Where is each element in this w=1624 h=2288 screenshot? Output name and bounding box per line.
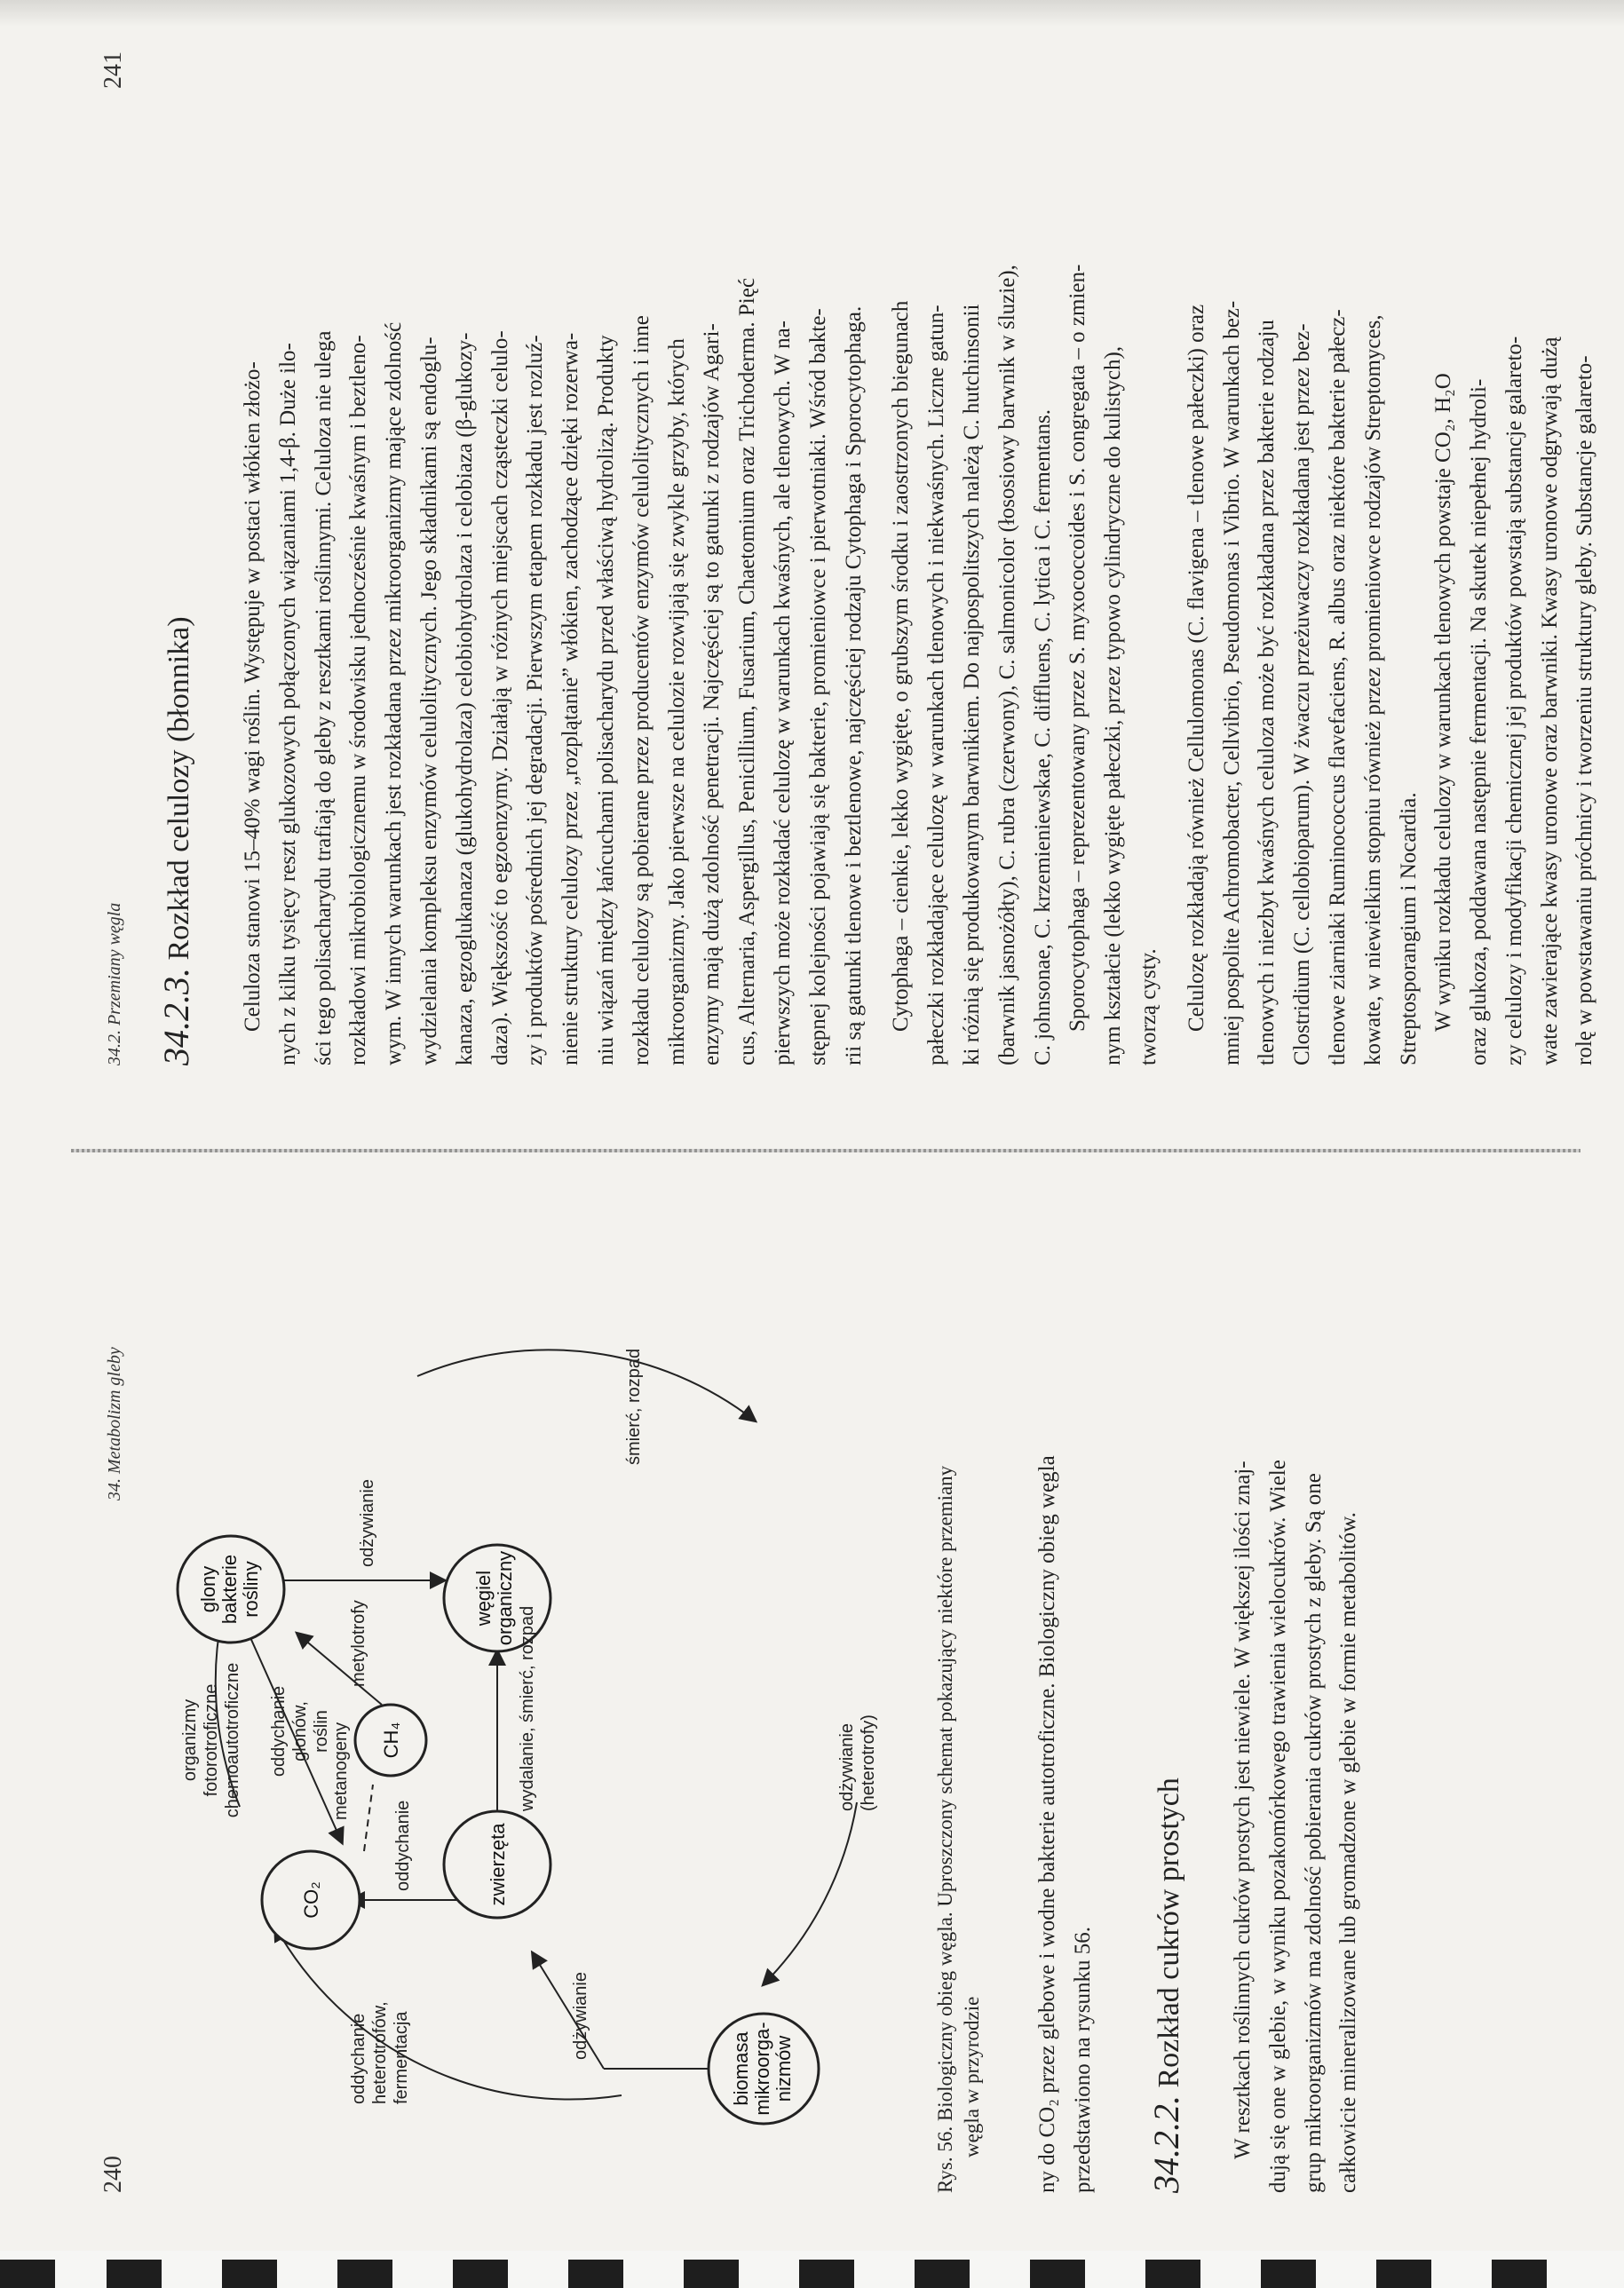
node-zwierzeta-label: zwierzęta [487,1823,509,1906]
page-number: 240 [99,2156,127,2193]
section-title: Rozkład celulozy (błonnika) [162,616,195,961]
punch-hole [107,2260,162,2288]
text-line: nych z kilku tysięcy reszt glukozowych połączonych wiązaniami 1,4-β. Duże ilo- [275,343,300,1065]
text-line: W wyniku rozkładu celulozy w warunkach tlenowych powstaje CO₂, H₂O [1431,373,1456,1032]
node-glony-line1: glony [197,1565,219,1613]
text-line: rozkładu celulozy są pobierane przez producentów enzymów celulolitycznych i inne [629,315,654,1065]
text-line: (barwnik jasnożółty), C. rubra (czerwony), C. salmonicolor (łososiowy barwnik w śluzie), [994,265,1019,1065]
node-glony-line3: rośliny [240,1561,262,1618]
label-metylotrofy: metylotrofy [349,1600,368,1687]
text-line: nienie struktury celulozy przez „rozplątanie” włókien, zachodzące dzięki rozerwa- [558,332,583,1065]
node-wegiel-line2: organiczny [494,1550,516,1646]
right-para-5 [1426,71,1603,1065]
label-oddychanie-glonow-1: oddychanie [269,1685,289,1777]
text-line: ści tego polisacharydu trafiają do gleby z resztkami roślinnymi. Celuloza nie ulega [311,330,336,1065]
text-line: Celulozę rozkładają również Cellulomonas (C. flavigena – tlenowe pałeczki) oraz [1184,304,1208,1032]
text-line: nym kształcie (lekko wygięte pałeczki, przez typowo cylindryczne do kulistych), [1101,345,1126,1065]
punch-hole [799,2260,854,2288]
text-line: pierwszych może rozkładać celulozę w warunkach kwaśnych, ale tlenowych. W na- [770,320,795,1065]
text-line: grup mikroorganizmów ma zdolność pobierania cukrów prostych z gleby. Są one [1301,1473,1326,2193]
caption-line-1: Rys. 56. Biologiczny obieg węgla. Uproszczony schemat pokazujący niektóre przemiany [934,1465,956,2193]
text-line: pałeczki rozkładające celulozę w warunkach tlenowych i niekwaśnych. Liczne gatun- [924,305,949,1065]
punch-hole [568,2260,623,2288]
text-line: ny do CO₂ przez glebowe i wodne bakterie autotroficzne. Biologiczny obieg węgla [1035,1455,1059,2193]
figure-caption [932,1216,986,2193]
label-metanogeny: metanogeny [331,1722,351,1820]
label-organizmy-1: organizmy [180,1698,200,1782]
text-line: przedstawiono na rysunku 56. [1070,1927,1095,2193]
text-line: C. johnsonae, C. krzemieniewskae, C. diffluens, C. lytica i C. fermentans. [1030,409,1055,1065]
left-para-1 [1030,1216,1101,2193]
carbon-cycle-diagram [142,1190,923,2202]
text-line: oraz glukoza, poddawana następnie fermentacji. Na skutek niepełnej hydroli- [1467,378,1492,1065]
text-line: kowate, w niewielkim stopniu również przez promieniowce rodzajów Streptomyces, [1360,314,1385,1065]
right-para-4 [1179,71,1427,1065]
text-line: dują się one w glebie, w wyniku pozakomórkowego trawienia wielocukrów. Wiele [1265,1460,1290,2193]
node-biomasa-line3: nizmów [772,2035,795,2102]
arrow-ch4-glony [297,1634,382,1705]
gutter [71,1149,1580,1152]
text-line: enzymy mają dużą zdolność penetracji. Najczęściej są to gatunki z rodzajów Agari- [700,323,725,1065]
label-oddychanie-glonow-3: roślin [312,1710,331,1753]
text-line: Streptosporangium i Nocardia. [1396,792,1421,1065]
section-heading-34-2-3 [155,616,197,1065]
node-biomasa-line1: biomasa [730,2031,752,2106]
label-wydalanie: wydalanie, śmierć, rozpad [518,1605,537,1811]
node-wegiel-line1: węgiel [472,1570,495,1627]
text-line: tlenowych i niezbyt kwaśnych celuloza może być rozkładana przez bakterie rodzaju [1255,320,1279,1065]
label-odzywianie-biomasa: odżywianie [571,1972,590,2060]
node-co2-label: CO₂ [300,1881,322,1919]
label-organizmy-2: fotorotroficzne [202,1683,221,1797]
node-glony-line2: bakterie [218,1554,241,1625]
text-line: wate zawierające kwasy uronowe oraz barwniki. Kwasy uronowe odgrywają dużą [1537,336,1562,1065]
punch-hole [1261,2260,1316,2288]
label-oddychanie-heterotrofow-2: heterotrofów, [370,2001,390,2104]
label-smierc-rozpad: śmierć, rozpad [624,1348,644,1465]
punch-hole [1030,2260,1085,2288]
left-page [0,1145,1598,2273]
text-line: Sporocytophaga – reprezentowany przez S. myxococcoides i S. congregata – o zmien- [1066,264,1090,1032]
text-line: wydzielania kompleksu enzymów celulolitycznych. Jego składnikami są endoglu- [416,336,441,1065]
text-line: wym. W innych warunkach jest rozkładana przez mikroorganizmy mające zdolność [382,321,407,1065]
section-number: 34.2.2. [1146,2095,1186,2193]
label-oddychanie-glonow-2: glonów, [290,1701,310,1762]
left-para-2 [1225,1216,1367,2193]
text-line: Celuloza stanowi 15–40% wagi roślin. Występuje w postaci włókien złożo- [241,361,265,1032]
punch-hole [1145,2260,1200,2288]
text-line: cus, Alternaria, Aspergillus, Penicillium, Fusarium, Chaetomium oraz Trichoderma. Pięć [735,278,760,1065]
text-line: ki różnią się produkowanym barwnikiem. Do najpospolitszych należą C. hutchinsonii [959,304,984,1065]
label-oddychanie-heterotrofow-3: fermentacja [392,2011,411,2104]
text-line: zy celulozy i modyfikacji chemicznej jej produktów powstają substancje galareto- [1501,336,1526,1065]
text-line: W resztkach roślinnych cukrów prostych jest niewiele. W większej ilości znaj- [1231,1461,1255,2159]
section-title: Rozkład cukrów prostych [1153,1777,1185,2088]
running-head: 34.2. Przemiany węgla [105,902,124,1065]
right-para-1 [235,71,871,1065]
text-line: kanaza, egzoglukanaza (glukohydrolaza) celobiohydrolaza i celobiaza (β-glukozy- [452,332,477,1065]
punch-hole [684,2260,739,2288]
punch-hole [915,2260,970,2288]
label-odzywianie-heterotrofy-1: odżywianie [837,1723,857,1811]
text-line: całkowicie mineralizowane lub gromadzone w glebie w formie metabolitów. [1336,1512,1361,2193]
right-page [0,0,1598,1136]
label-odzywianie-glony: odżywianie [358,1479,377,1567]
right-body [235,71,1603,1065]
text-line: stępnej kolejności pojawiają się bakterie, promieniowce i pierwotniaki. Wśród bakte- [805,308,830,1065]
carbon-cycle-svg [142,1190,923,2202]
page-number: 241 [99,51,127,89]
text-line: daza). Większość to egzoenzymy. Działają w różnych miejscach cząsteczki celulo- [487,330,512,1065]
punch-hole [222,2260,277,2288]
text-line: zy i produktów pośrednich jej degradacji. Pierwszym etapem rozkładu jest rozluź- [523,335,548,1065]
text-line: mikroorganizmy. Jako pierwsze na celulozie rozwijają się zwykle grzyby, których [664,338,689,1065]
label-oddychanie-zwierzeta: oddychanie [393,1800,413,1891]
text-line: niu wiązań między łańcuchami polisacharydu przed właściwą hydrolizą. Produkty [593,335,618,1065]
text-line: Cytophaga – cienkie, lekko wygięte, o grubszym środku i zaostrzonych biegunach [889,300,914,1032]
section-number: 34.2.3. [156,968,196,1065]
caption-line-2: węgla w przyrodzie [961,1996,983,2157]
arrow-metanogeny [364,1785,373,1851]
arc-bottom [764,1802,857,1984]
text-line: mniej pospolite Achromobacter, Cellvibrio, Pseudomonas i Vibrio. W warunkach bez- [1219,300,1244,1065]
text-line: tworzą cysty. [1136,948,1161,1065]
label-oddychanie-heterotrofow-1: oddychanie [349,2013,368,2104]
section-heading-34-2-2 [1145,1777,1187,2193]
right-para-2 [883,71,1060,1065]
punch-hole [1492,2260,1547,2288]
right-para-3 [1060,71,1166,1065]
punch-hole [0,2260,55,2288]
label-odzywianie-heterotrofy-2: (heterotrofy) [859,1714,878,1811]
arc-right [417,1350,755,1421]
text-line: rolę w powstawaniu próchnicy i tworzeniu struktury gleby. Substancje galareto- [1573,355,1597,1065]
node-ch4-label: CH₄ [380,1722,402,1759]
node-biomasa-line2: mikroorga- [751,2022,773,2116]
text-line: rozkładowi mikrobiologicznemu w środowisku jednocześnie kwaśnym i beztleno- [346,335,371,1065]
punch-hole [1376,2260,1431,2288]
text-line: rii są gatunki tlenowe i beztlenowe, najczęściej rodzaju Cytophaga i Sporocytophaga. [841,305,866,1065]
text-line: Clostridium (C. cellobioparum). W żwaczu przeżuwaczy rozkładana jest przez bez- [1290,323,1315,1065]
running-head: 34. Metabolizm gleby [105,1347,124,1500]
text-line: tlenowe ziarniaki Ruminococcus flavefaciens, R. albus oraz niektóre bakterie pałecz- [1325,309,1350,1065]
punch-hole [337,2260,392,2288]
arrow-biomasa-zwierzeta [533,1953,604,2069]
label-organizmy-3: chemoautotroficzne [223,1662,242,1818]
punch-hole [453,2260,508,2288]
